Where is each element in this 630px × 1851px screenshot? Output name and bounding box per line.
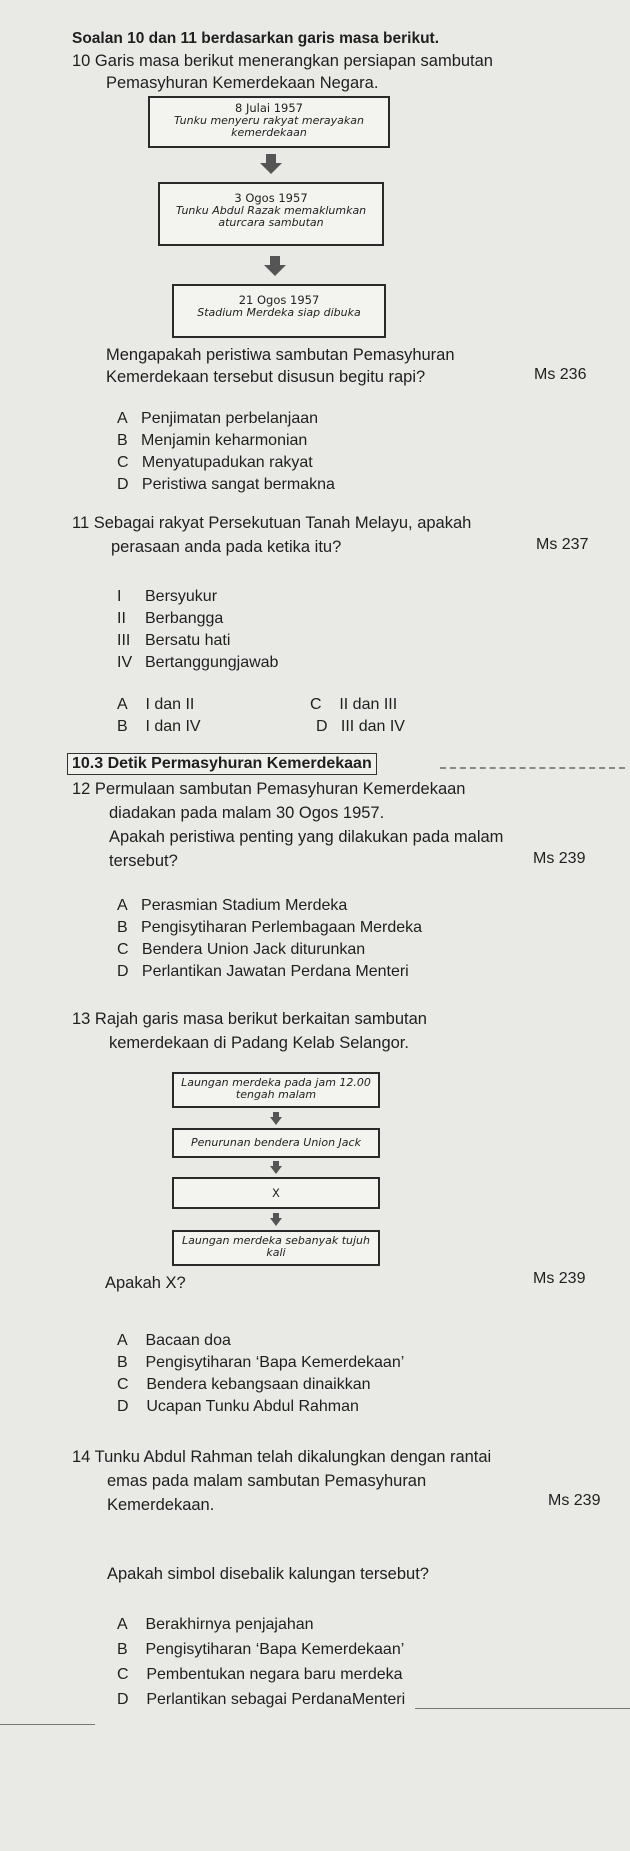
q13-timeline-box-x: X xyxy=(172,1177,380,1209)
q14-line1: 14 Tunku Abdul Rahman telah dikalungkan dengan rantai xyxy=(72,1448,492,1466)
q13-timeline-box-1: Laungan merdeka pada jam 12.00 tengah malam xyxy=(172,1072,380,1108)
timeline-text: Tunku Abdul Razak memaklumkan aturcara sambutan xyxy=(175,204,367,229)
pencil-line-left xyxy=(0,1724,95,1725)
option-text: Peristiwa sangat bermakna xyxy=(141,476,335,493)
q14-option-a[interactable]: A Berakhirnya penjajahan xyxy=(117,1616,314,1633)
q13-line2: kemerdekaan di Padang Kelab Selangor. xyxy=(109,1034,409,1052)
q10-ask-line2: Kemerdekaan tersebut disusun begitu rapi? xyxy=(106,368,426,386)
q10-option-b[interactable] xyxy=(117,432,307,450)
option-text: Menjamin keharmonian xyxy=(141,432,308,449)
option-letter: A xyxy=(117,410,128,427)
q13-option-d[interactable]: D Ucapan Tunku Abdul Rahman xyxy=(117,1398,359,1415)
q10-option-a[interactable] xyxy=(117,410,318,428)
q13-ask: Apakah X? xyxy=(105,1274,186,1292)
down-arrow-icon xyxy=(262,256,288,278)
q14-option-d[interactable]: D Perlantikan sebagai PerdanaMenteri xyxy=(117,1691,406,1708)
q12-line2: diadakan pada malam 30 Ogos 1957. xyxy=(109,804,385,822)
instruction-text: Soalan 10 dan 11 berdasarkan garis masa berikut. xyxy=(72,30,440,47)
q14-line2: emas pada malam sambutan Pemasyhuran xyxy=(107,1472,427,1490)
q14-page-ref: Ms 239 xyxy=(548,1492,601,1509)
option-text: Menyatupadukan rakyat xyxy=(141,454,313,471)
q11-line1: 11 Sebagai rakyat Persekutuan Tanah Melayu, apakah xyxy=(72,514,472,532)
q12-line4: tersebut? xyxy=(109,852,178,870)
section-heading: 10.3 Detik Permasyhuran Kemerdekaan xyxy=(67,753,377,775)
q10-line2: Pemasyhuran Kemerdekaan Negara. xyxy=(106,74,379,92)
q10-line1: 10 Garis masa berikut menerangkan persiapan sambutan xyxy=(72,52,493,70)
q14-option-c[interactable]: C Pembentukan negara baru merdeka xyxy=(117,1666,403,1683)
q11-item-2: II Berbangga xyxy=(117,610,224,627)
q12-page-ref: Ms 239 xyxy=(533,850,586,867)
dashed-divider xyxy=(440,767,625,769)
q14-option-b[interactable]: B Pengisytiharan ‘Bapa Kemerdekaan’ xyxy=(117,1641,405,1658)
q13-timeline-box-4: Laungan merdeka sebanyak tujuh kali xyxy=(172,1230,380,1266)
q14-line3: Kemerdekaan. xyxy=(107,1496,215,1514)
q13-option-b[interactable]: B Pengisytiharan ‘Bapa Kemerdekaan’ xyxy=(117,1354,405,1371)
q13-option-c[interactable]: C Bendera kebangsaan dinaikkan xyxy=(117,1376,371,1393)
timeline-text: Tunku menyeru rakyat merayakan kemerdekaan xyxy=(174,114,364,139)
q10-ask-line1: Mengapakah peristiwa sambutan Pemasyhuran xyxy=(106,346,455,364)
q10-option-d[interactable] xyxy=(117,476,335,494)
option-text: Penjimatan perbelanjaan xyxy=(141,410,319,427)
q11-option-c[interactable]: C II dan III xyxy=(310,696,398,713)
q10-page-ref: Ms 236 xyxy=(534,366,587,383)
q12-option-d[interactable]: D Perlantikan Jawatan Perdana Menteri xyxy=(117,963,409,980)
q10-timeline-box-1 xyxy=(148,96,390,148)
q11-line2: perasaan anda pada ketika itu? xyxy=(111,538,342,556)
q12-line3: Apakah peristiwa penting yang dilakukan pada malam xyxy=(109,828,504,846)
q13-line1: 13 Rajah garis masa berikut berkaitan sambutan xyxy=(72,1010,427,1028)
down-arrow-icon xyxy=(269,1112,283,1126)
q12-line1: 12 Permulaan sambutan Pemasyhuran Kemerdekaan xyxy=(72,780,466,798)
q12-option-b[interactable]: B Pengisytiharan Perlembagaan Merdeka xyxy=(117,919,423,936)
timeline-text: Stadium Merdeka siap dibuka xyxy=(197,306,361,319)
q13-option-a[interactable]: A Bacaan doa xyxy=(117,1332,231,1349)
q11-item-1: I Bersyukur xyxy=(117,588,218,605)
q10-timeline-box-2 xyxy=(158,182,384,246)
q11-item-4: IV Bertanggungjawab xyxy=(117,654,279,671)
timeline-date: 21 Ogos 1957 xyxy=(238,293,320,307)
option-letter: B xyxy=(117,432,128,449)
option-letter: C xyxy=(117,454,129,471)
q12-option-c[interactable]: C Bendera Union Jack diturunkan xyxy=(117,941,366,958)
option-letter: D xyxy=(117,476,129,493)
q12-option-a[interactable]: A Perasmian Stadium Merdeka xyxy=(117,897,348,914)
pencil-line-right xyxy=(415,1708,630,1709)
down-arrow-icon xyxy=(258,154,284,176)
q11-option-a[interactable]: A I dan II xyxy=(117,696,195,713)
q10-option-c[interactable] xyxy=(117,454,313,472)
q11-option-d[interactable]: D III dan IV xyxy=(316,718,405,735)
q13-timeline-box-2: Penurunan bendera Union Jack xyxy=(172,1128,380,1158)
q10-timeline-box-3 xyxy=(172,284,386,338)
q13-page-ref: Ms 239 xyxy=(533,1270,586,1287)
timeline-date: 8 Julai 1957 xyxy=(234,101,303,115)
q11-option-b[interactable]: B I dan IV xyxy=(117,718,201,735)
q11-page-ref: Ms 237 xyxy=(536,536,589,553)
timeline-date: 3 Ogos 1957 xyxy=(234,191,308,205)
down-arrow-icon xyxy=(269,1161,283,1175)
q11-item-3: III Bersatu hati xyxy=(117,632,231,649)
q14-ask: Apakah simbol disebalik kalungan tersebut? xyxy=(107,1565,429,1583)
down-arrow-icon xyxy=(269,1213,283,1227)
